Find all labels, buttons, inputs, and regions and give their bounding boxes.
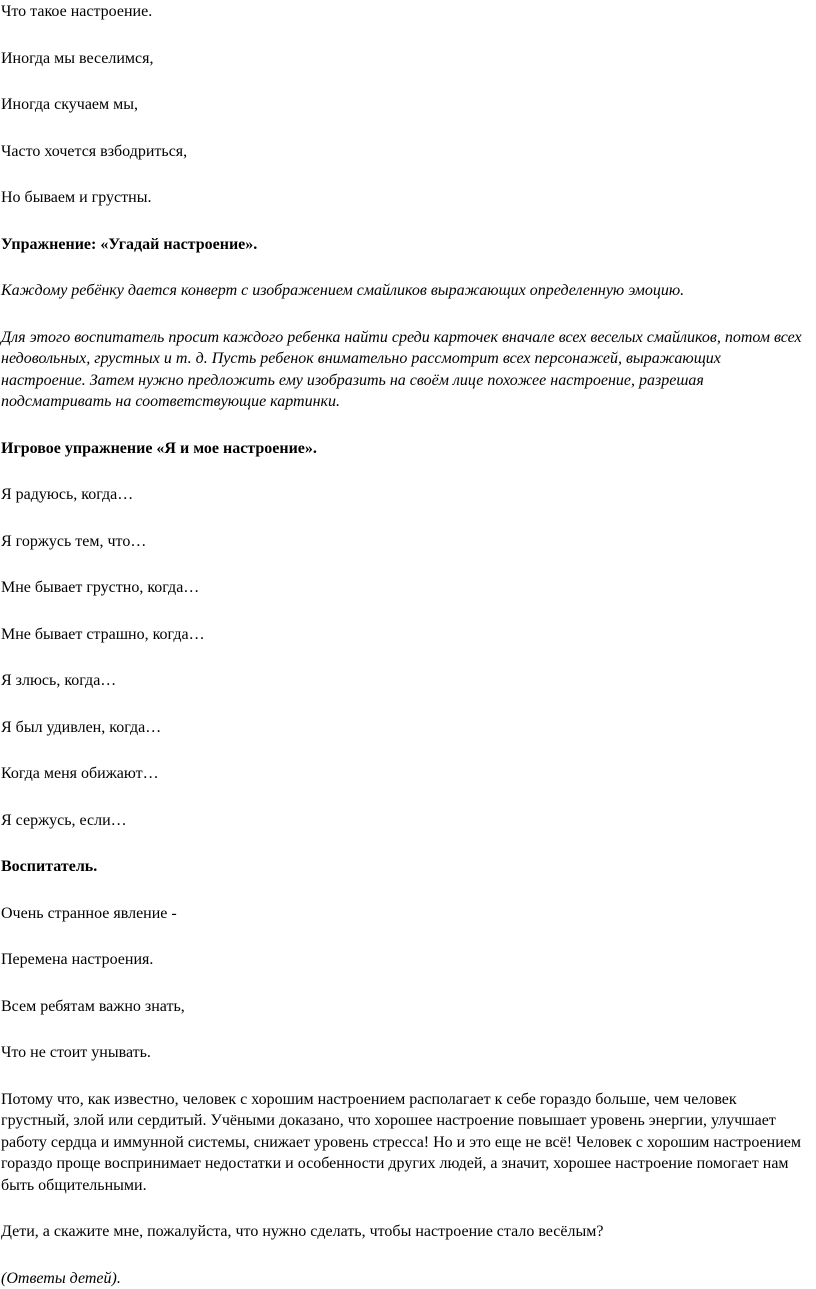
- prompt-line: Когда меня обижают…: [1, 763, 806, 785]
- poem-line: Перемена настроения.: [1, 949, 806, 971]
- poem-line: Но бываем и грустны.: [1, 187, 806, 209]
- prompt-line: Я радуюсь, когда…: [1, 484, 806, 506]
- poem-line: Что не стоит унывать.: [1, 1042, 806, 1064]
- exercise-instructions: Для этого воспитатель просит каждого ребенка найти среди карточек вначале всех веселых смайликов, потом всех недовольных, грустных и т. д. Пусть ребенок внимательно рассмотрит всех персонажей, выражающих настроение. Затем нужно предложить ему изобразить на своём лице похожее настроение, разрешая подсматривать на соответствующие картинки.: [1, 327, 806, 413]
- poem-line: Очень странное явление -: [1, 903, 806, 925]
- prompt-line: Мне бывает грустно, когда…: [1, 577, 806, 599]
- children-answers-note: (Ответы детей).: [1, 1268, 806, 1289]
- prompt-line: Мне бывает страшно, когда…: [1, 624, 806, 646]
- poem-line: Часто хочется взбодриться,: [1, 141, 806, 163]
- poem-line: Иногда мы веселимся,: [1, 48, 806, 70]
- prompt-line: Я горжусь тем, что…: [1, 531, 806, 553]
- speaker-heading: Воспитатель.: [1, 856, 806, 878]
- poem-line: Иногда скучаем мы,: [1, 94, 806, 116]
- poem-line: Всем ребятам важно знать,: [1, 996, 806, 1018]
- body-paragraph: Потому что, как известно, человек с хорошим настроением располагает к себе гораздо больше, чем человек грустный, злой или сердитый. Учёными доказано, что хорошее настроение повышает уровень энергии, улучшает работу сердца и иммунной системы, снижает уровень стресса! Но и это еще не всё! Человек с хорошим настроением гораздо проще воспринимает недостатки и особенности других людей, а значит, хорошее настроение помогает нам быть общительными.: [1, 1089, 806, 1197]
- exercise-description: Каждому ребёнку дается конверт с изображением смайликов выражающих определенную эмоцию.: [1, 280, 806, 302]
- prompt-line: Я злюсь, когда…: [1, 670, 806, 692]
- question-line: Дети, а скажите мне, пожалуйста, что нужно сделать, чтобы настроение стало весёлым?: [1, 1221, 806, 1243]
- exercise-heading: Упражнение: «Угадай настроение».: [1, 234, 806, 256]
- prompt-line: Я сержусь, если…: [1, 810, 806, 832]
- game-exercise-heading: Игровое упражнение «Я и мое настроение».: [1, 438, 806, 460]
- poem-title-line: Что такое настроение.: [1, 0, 806, 23]
- prompt-line: Я был удивлен, когда…: [1, 717, 806, 739]
